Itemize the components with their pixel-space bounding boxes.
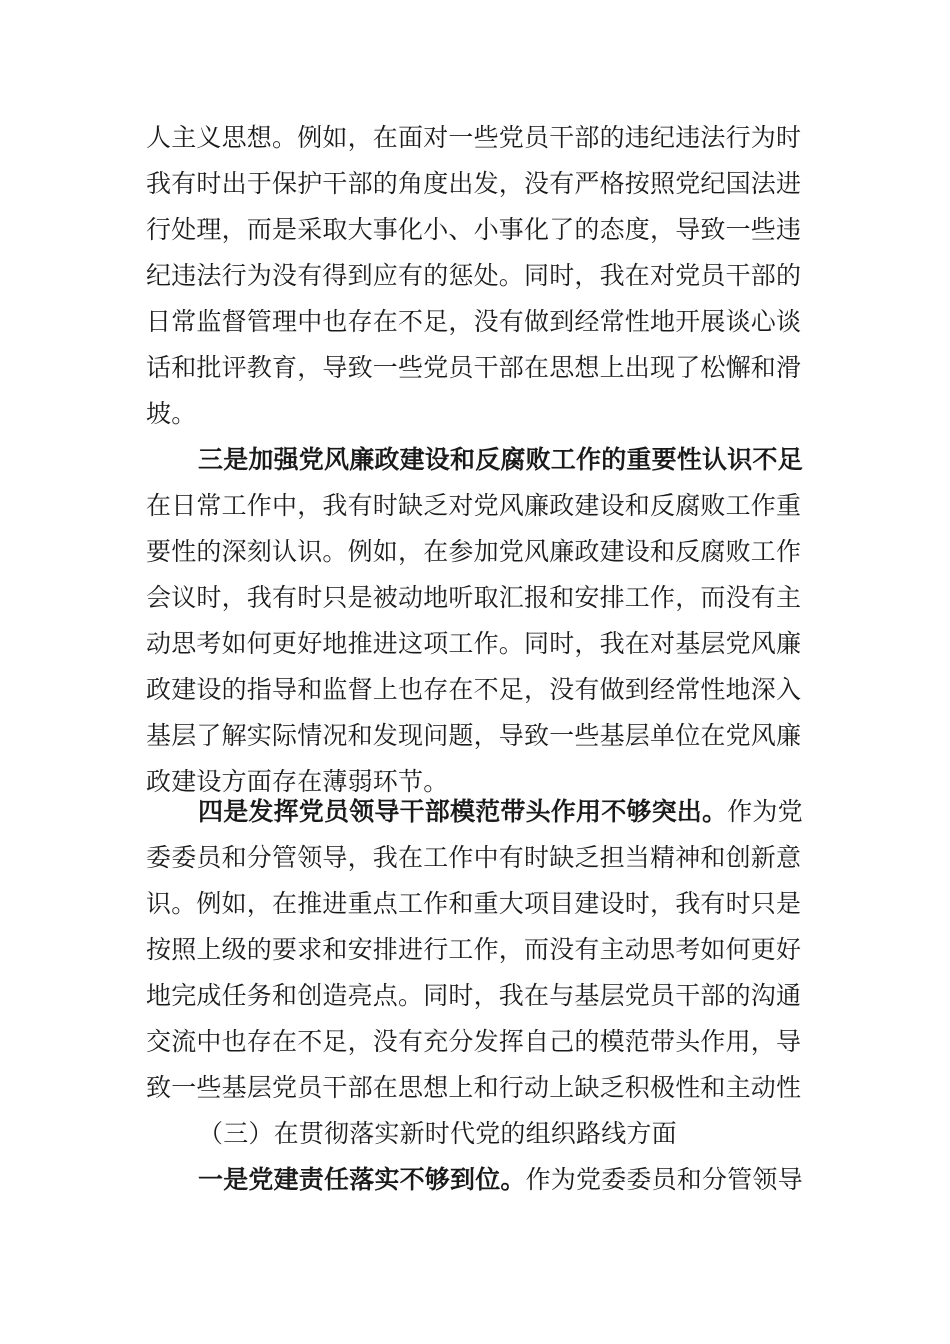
text-line: 交流中也存在不足，没有充分发挥自己的模范带头作用，导 xyxy=(146,1027,802,1056)
paragraph-heading: 一是党建责任落实不够到位。 xyxy=(198,1165,526,1194)
text-line: 我有时出于保护干部的角度出发，没有严格按照党纪国法进 xyxy=(146,169,802,198)
text-line: 纪违法行为没有得到应有的惩处。同时，我在对党员干部的 xyxy=(146,261,802,290)
paragraph-lead-text: 作为党 xyxy=(727,797,803,826)
text-line: 政建设的指导和监督上也存在不足，没有做到经常性地深入 xyxy=(146,675,802,704)
text-line: 人主义思想。例如，在面对一些党员干部的违纪违法行为时 xyxy=(146,123,802,152)
text-line: 会议时，我有时只是被动地听取汇报和安排工作，而没有主 xyxy=(146,583,802,612)
text-line: 行处理，而是采取大事化小、小事化了的态度，导致一些违 xyxy=(146,215,802,244)
subsection-heading: （三）在贯彻落实新时代党的组织路线方面 xyxy=(198,1119,677,1148)
text-line: 动思考如何更好地推进这项工作。同时，我在对基层党风廉 xyxy=(146,629,802,658)
text-line: 按照上级的要求和安排进行工作，而没有主动思考如何更好 xyxy=(146,935,802,964)
section-heading: 三是加强党风廉政建设和反腐败工作的重要性认识不足 xyxy=(198,445,803,474)
text-line: 坡。 xyxy=(146,399,197,428)
text-line: 基层了解实际情况和发现问题，导致一些基层单位在党风廉 xyxy=(146,721,802,750)
paragraph-lead-line xyxy=(198,1165,816,1195)
text-line: 地完成任务和创造亮点。同时，我在与基层党员干部的沟通 xyxy=(146,981,802,1010)
text-line: 话和批评教育，导致一些党员干部在思想上出现了松懈和滑 xyxy=(146,353,802,382)
paragraph-lead-line xyxy=(198,797,816,827)
text-line: 日常监督管理中也存在不足，没有做到经常性地开展谈心谈 xyxy=(146,307,802,336)
text-line: 委委员和分管领导，我在工作中有时缺乏担当精神和创新意 xyxy=(146,843,802,872)
text-line: 致一些基层党员干部在思想上和行动上缺乏积极性和主动性 xyxy=(146,1073,802,1102)
paragraph-lead-text: 作为党委委员和分管领导 xyxy=(525,1165,803,1194)
text-line: 在日常工作中，我有时缺乏对党风廉政建设和反腐败工作重 xyxy=(146,491,802,520)
text-line: 要性的深刻认识。例如，在参加党风廉政建设和反腐败工作 xyxy=(146,537,802,566)
text-line: 识。例如，在推进重点工作和重大项目建设时，我有时只是 xyxy=(146,889,802,918)
paragraph-heading: 四是发挥党员领导干部模范带头作用不够突出。 xyxy=(198,797,728,826)
text-line: 政建设方面存在薄弱环节。 xyxy=(146,767,449,796)
